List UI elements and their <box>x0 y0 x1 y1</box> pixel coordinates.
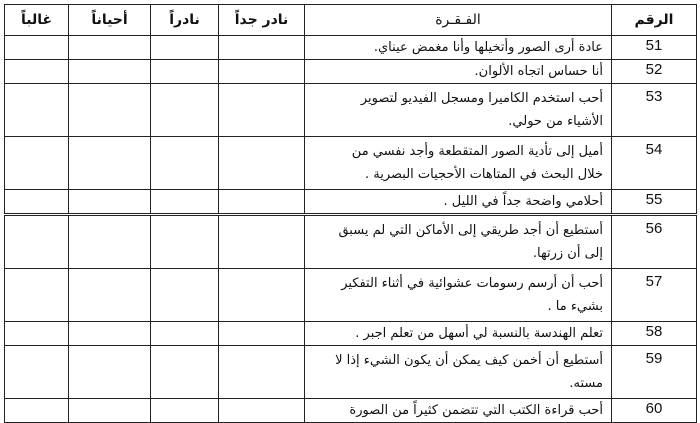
item-number: 57 <box>612 269 697 322</box>
item-line: خلال البحث في المتاهات الأحجيات البصرية . <box>365 167 603 182</box>
item-text <box>305 269 612 322</box>
item-line: أنا حساس اتجاه الألوان. <box>474 64 603 79</box>
item-number: 59 <box>612 346 697 399</box>
item-line: أحلامي واضحة جداً في الليل . <box>443 194 603 209</box>
cell-often[interactable] <box>5 399 69 423</box>
item-number: 56 <box>612 215 697 269</box>
table-row <box>5 36 697 60</box>
cell-rarely[interactable] <box>151 60 219 84</box>
cell-often[interactable] <box>5 346 69 399</box>
cell-rarely[interactable] <box>151 322 219 346</box>
item-text <box>305 190 612 215</box>
item-line: تعلم الهندسة بالنسبة لي أسهل من تعلم اجبر . <box>355 326 603 341</box>
cell-very-rarely[interactable] <box>219 269 305 322</box>
cell-sometimes[interactable] <box>69 322 151 346</box>
cell-rarely[interactable] <box>151 84 219 137</box>
item-number: 58 <box>612 322 697 346</box>
item-line: عادة أرى الصور وأتخيلها وأنا مغمض عيناي. <box>373 40 603 55</box>
questionnaire-sheet <box>4 4 696 418</box>
item-number: 55 <box>612 190 697 215</box>
item-line: إلى أن زرتها. <box>532 246 603 261</box>
cell-very-rarely[interactable] <box>219 60 305 84</box>
item-number: 51 <box>612 36 697 60</box>
header-often: غالباً <box>5 5 69 36</box>
item-line: بشيء ما . <box>547 299 603 314</box>
item-line: أحب أن أرسم رسومات عشوائية في أثناء التفكير <box>341 276 603 291</box>
cell-often[interactable] <box>5 60 69 84</box>
cell-rarely[interactable] <box>151 269 219 322</box>
item-text <box>305 60 612 84</box>
header-sometimes: أحياناً <box>69 5 151 36</box>
item-text <box>305 399 612 423</box>
cell-rarely[interactable] <box>151 346 219 399</box>
cell-sometimes[interactable] <box>69 84 151 137</box>
cell-sometimes[interactable] <box>69 60 151 84</box>
questionnaire-table <box>4 4 697 423</box>
cell-often[interactable] <box>5 322 69 346</box>
header-row <box>5 5 697 36</box>
header-number: الرقم <box>612 5 697 36</box>
table-row <box>5 399 697 423</box>
table-row <box>5 84 697 137</box>
item-text <box>305 215 612 269</box>
item-line: أستطيع أن أخمن كيف يمكن أن يكون الشيء إذا لا <box>335 353 603 368</box>
item-text <box>305 84 612 137</box>
cell-often[interactable] <box>5 36 69 60</box>
item-number: 52 <box>612 60 697 84</box>
table-row <box>5 322 697 346</box>
cell-often[interactable] <box>5 215 69 269</box>
table-row <box>5 137 697 190</box>
cell-very-rarely[interactable] <box>219 137 305 190</box>
cell-sometimes[interactable] <box>69 36 151 60</box>
header-item: الفـقـرة <box>305 5 612 36</box>
cell-very-rarely[interactable] <box>219 190 305 215</box>
item-text <box>305 346 612 399</box>
cell-very-rarely[interactable] <box>219 84 305 137</box>
item-line: مسته. <box>569 376 603 391</box>
table-row <box>5 269 697 322</box>
cell-sometimes[interactable] <box>69 346 151 399</box>
cell-very-rarely[interactable] <box>219 346 305 399</box>
cell-often[interactable] <box>5 190 69 215</box>
table-row <box>5 346 697 399</box>
cell-rarely[interactable] <box>151 190 219 215</box>
cell-very-rarely[interactable] <box>219 36 305 60</box>
item-number: 54 <box>612 137 697 190</box>
item-text <box>305 137 612 190</box>
cell-very-rarely[interactable] <box>219 215 305 269</box>
cell-rarely[interactable] <box>151 399 219 423</box>
cell-rarely[interactable] <box>151 36 219 60</box>
cell-very-rarely[interactable] <box>219 322 305 346</box>
item-number: 53 <box>612 84 697 137</box>
cell-often[interactable] <box>5 84 69 137</box>
cell-sometimes[interactable] <box>69 269 151 322</box>
cell-often[interactable] <box>5 137 69 190</box>
table-row <box>5 60 697 84</box>
item-line: أحب استخدم الكاميرا ومسجل الفيديو لتصوير <box>360 91 603 106</box>
cell-sometimes[interactable] <box>69 215 151 269</box>
item-text <box>305 36 612 60</box>
item-text <box>305 322 612 346</box>
cell-rarely[interactable] <box>151 137 219 190</box>
table-row <box>5 215 697 269</box>
table-row <box>5 190 697 215</box>
item-number: 60 <box>612 399 697 423</box>
header-rarely: نادراً <box>151 5 219 36</box>
item-line: أميل إلى تأدية الصور المتقطعة وأجد نفسي من <box>351 144 603 159</box>
cell-sometimes[interactable] <box>69 137 151 190</box>
header-very-rarely: نادر جداً <box>219 5 305 36</box>
cell-sometimes[interactable] <box>69 190 151 215</box>
item-line: أستطيع أن أجد طريقي إلى الأماكن التي لم يسبق <box>338 223 603 238</box>
cell-sometimes[interactable] <box>69 399 151 423</box>
item-line: الأشياء من حولي. <box>508 114 603 129</box>
cell-rarely[interactable] <box>151 215 219 269</box>
cell-often[interactable] <box>5 269 69 322</box>
cell-very-rarely[interactable] <box>219 399 305 423</box>
item-line: أحب قراءة الكتب التي تتضمن كثيراً من الصورة <box>349 403 603 418</box>
